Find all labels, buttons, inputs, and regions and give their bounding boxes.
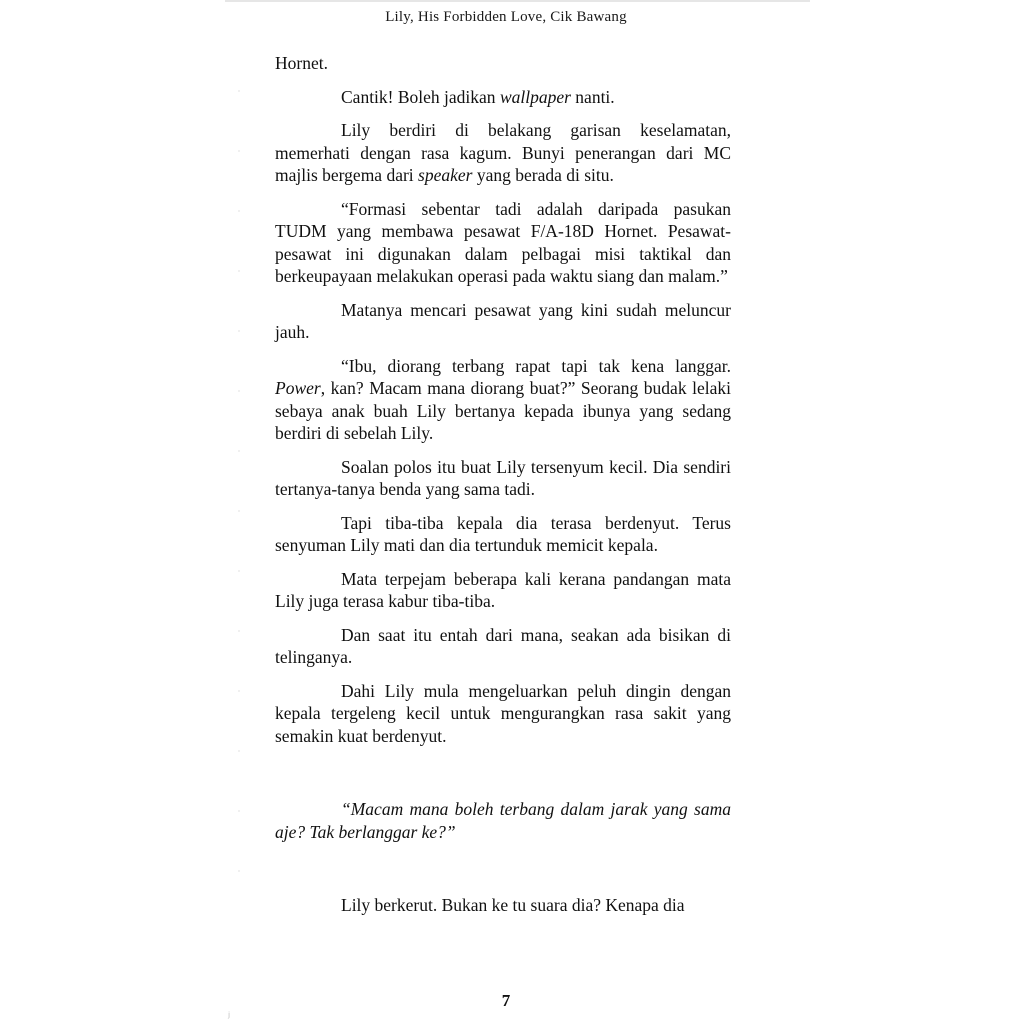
paragraph-2-text: Cantik! Boleh jadikan (341, 86, 500, 107)
paragraph-10: Dan saat itu entah dari mana, seakan ada bisikan di telinganya. (275, 624, 731, 667)
scan-edge-marks (238, 90, 240, 930)
running-header: Lily, His Forbidden Love, Cik Bawang (385, 9, 627, 25)
scan-artifact-mark: ⱼ (228, 1006, 231, 1020)
paragraph-4: “Formasi sebentar tadi adalah daripada pasukan TUDM yang membawa pesawat F/A-18D Hornet. Pesawat-pesawat ini digunakan dalam pelbagai misi taktikal dan berkeupayaan melakukan operasi pada waktu siang dan malam.” (275, 198, 731, 286)
paragraph-8: Tapi tiba-tiba kepala dia terasa berdenyut. Terus senyuman Lily mati dan dia tertunduk memicit kepala. (275, 512, 731, 555)
page-number: 7 (501, 991, 511, 1010)
paragraph-11: Dahi Lily mula mengeluarkan peluh dingin dengan kepala tergeleng kecil untuk mengurangkan rasa sakit yang semakin kuat berdenyut. (275, 680, 731, 746)
italic-wallpaper: wallpaper (499, 86, 571, 107)
paragraph-13: Lily berkerut. Bukan ke tu suara dia? Kenapa dia (341, 895, 685, 915)
italic-speaker: speaker (418, 165, 473, 185)
paragraph-2: Cantik! Boleh jadikan wallpaper nanti. (341, 86, 615, 107)
paragraph-12-whisper: “Macam mana boleh terbang dalam jarak yang sama aje? Tak berlanggar ke?” (275, 799, 731, 842)
paragraph-6: “Ibu, diorang terbang rapat tapi tak kena langgar. Power, kan? Macam mana diorang buat?” Seorang budak lelaki sebaya anak buah Lily bertanya kepada ibunya yang sedang berdiri di sebelah Lily. (275, 355, 731, 443)
section-gap (275, 758, 731, 798)
section-gap-2 (275, 854, 731, 894)
paragraph-9: Mata terpejam beberapa kali kerana pandangan mata Lily juga terasa kabur tiba-tiba. (275, 568, 731, 611)
paragraph-7: Soalan polos itu buat Lily tersenyum kecil. Dia sendiri tertanya-tanya benda yang sama tadi. (275, 456, 731, 499)
paragraph-5: Matanya mencari pesawat yang kini sudah meluncur jauh. (275, 299, 731, 342)
italic-power: Power (275, 378, 321, 398)
paragraph-1: Hornet. (275, 53, 328, 73)
body-text (275, 52, 731, 928)
top-edge-line (225, 0, 810, 2)
paragraph-3: Lily berdiri di belakang garisan keselamatan, memerhati dengan rasa kagum. Bunyi penerangan dari MC majlis bergema dari speaker yang berada di situ. (275, 120, 731, 185)
